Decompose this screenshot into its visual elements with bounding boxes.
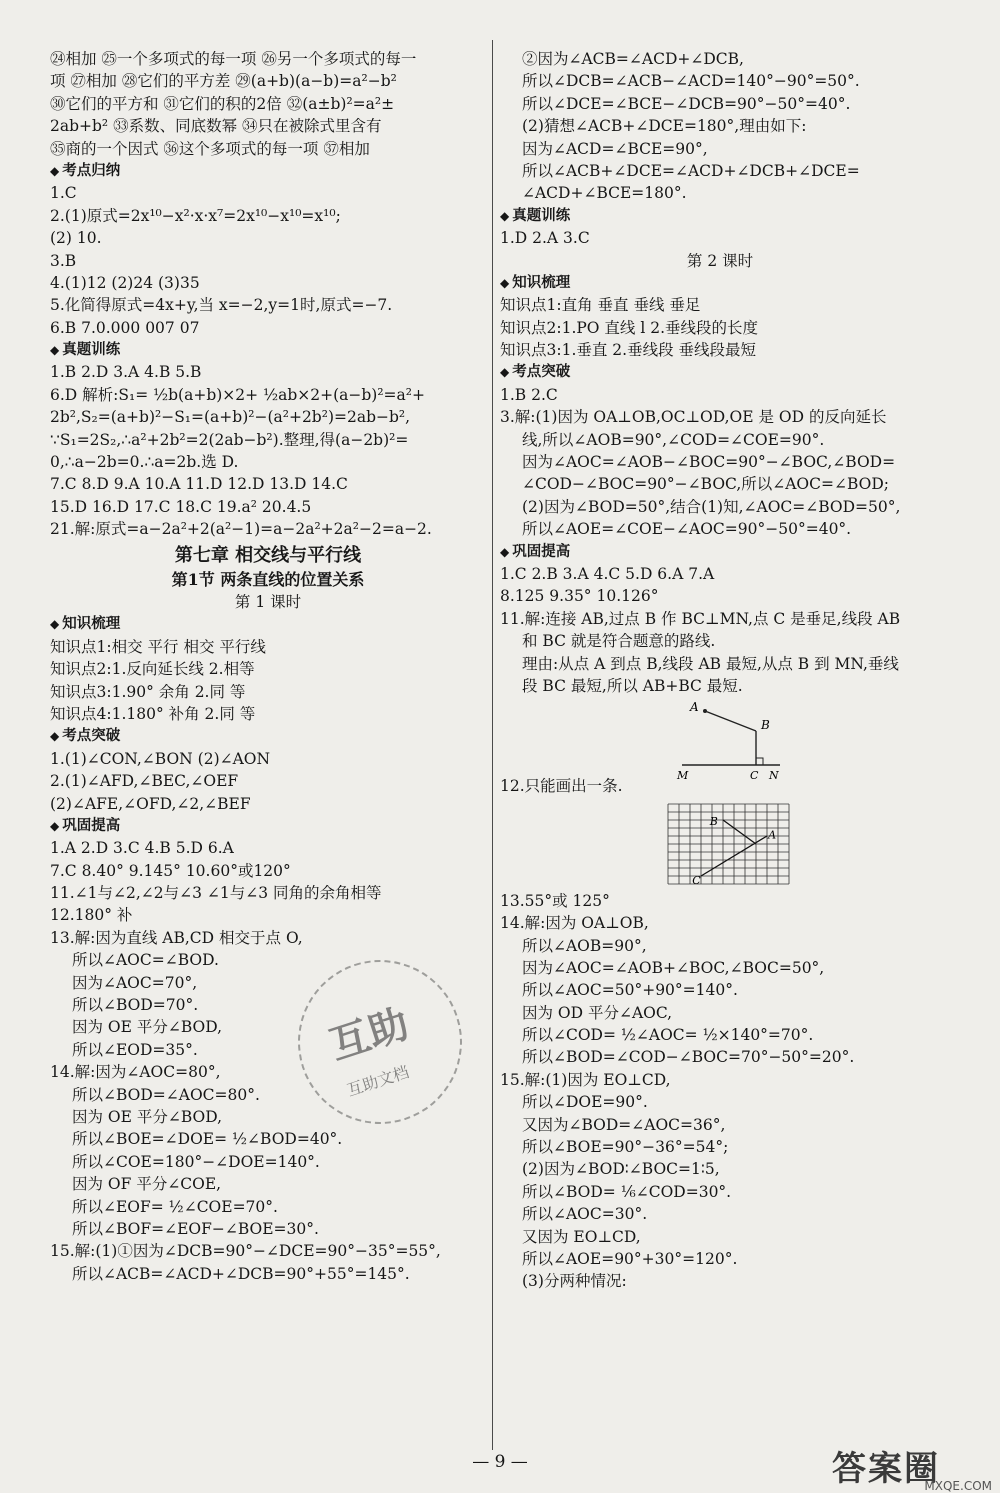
answer-line: (2)猜想∠ACB+∠DCE=180°,理由如下:	[522, 117, 807, 136]
answer-line: 又因为∠BOD=∠AOC=36°,	[522, 1115, 726, 1134]
point-a	[703, 709, 707, 713]
answer-line: 知识点4:1.180° 补角 2.同 等	[50, 704, 256, 723]
label-a: A	[690, 700, 699, 715]
answer-line: ㉟商的一个因式 ㊱这个多项式的每一项 ㊲相加	[50, 139, 370, 158]
answer-line: (3)分两种情况:	[522, 1272, 627, 1291]
section-heading: ◆ 知识梳理	[50, 613, 486, 635]
answer-line: 13.55°或 125°	[500, 891, 610, 910]
answer-line: 因为∠ACD=∠BCE=90°,	[522, 139, 708, 158]
figure-shortest-path-svg	[500, 697, 940, 783]
answer-line: 因为∠AOC=∠AOB+∠BOC,∠BOC=50°,	[522, 958, 825, 977]
label-c: C	[750, 769, 759, 783]
answer-line: 11.解:连接 AB,过点 B 作 BC⊥MN,点 C 是垂足,线段 AB	[500, 609, 901, 628]
answer-line: ∠ACD+∠BCE=180°.	[522, 184, 687, 203]
label-n: N	[769, 769, 779, 783]
answer-line: 因为 OD 平分∠AOC,	[522, 1003, 673, 1022]
answer-line: ②因为∠ACB=∠ACD+∠DCB,	[522, 50, 744, 68]
section-heading: ◆ 巩固提高	[500, 541, 940, 563]
figure-grid-svg	[500, 798, 940, 890]
answer-line: 21.解:原式=a−2a²+2(a²−1)=a−2a²+2a²−2=a−2.	[50, 520, 432, 539]
right-column	[500, 48, 940, 1293]
answer-line: 所以∠ACB+∠DCE=∠ACD+∠DCB+∠DCE=	[522, 161, 860, 180]
answer-line: 1.C	[50, 184, 77, 203]
answer-line: 所以∠BOF=∠EOF−∠BOE=30°.	[72, 1219, 319, 1238]
answer-line: 和 BC 就是符合题意的路线.	[522, 632, 716, 651]
answer-line: 2.(1)∠AFD,∠BEC,∠OEF	[50, 772, 239, 791]
label-a: A	[768, 828, 777, 842]
answer-line: 1.(1)∠CON,∠BON (2)∠AON	[50, 749, 271, 768]
answer-line: 所以∠ACB=∠ACD+∠DCB=90°+55°=145°.	[72, 1264, 410, 1283]
answer-line: 12.180° 补	[50, 906, 133, 925]
label-b: B	[709, 814, 718, 828]
answer-line: 所以∠AOB=90°,	[522, 936, 647, 955]
answer-line: 所以∠AOE=90°+30°=120°.	[522, 1249, 738, 1268]
answer-line: 所以∠EOD=35°.	[72, 1040, 198, 1059]
answer-line: 14.解:因为∠AOC=80°,	[50, 1063, 221, 1082]
answer-line: 因为 OE 平分∠BOD,	[72, 1018, 223, 1037]
right-angle-mark	[756, 758, 763, 765]
answer-line: 13.解:因为直线 AB,CD 相交于点 O,	[50, 928, 303, 947]
answer-line: 所以∠BOD=∠COD−∠BOC=70°−50°=20°.	[522, 1048, 855, 1067]
answer-line: 知识点2:1.反向延长线 2.相等	[50, 660, 255, 679]
watermark-logo: 答案圈 MXQE.COM	[832, 1449, 992, 1493]
answer-line: 0,∴a−2b=0.∴a=2b.选 D.	[50, 453, 239, 472]
section-heading: ◆ 知识梳理	[500, 272, 940, 294]
answer-line: 段 BC 最短,所以 AB+BC 最短.	[522, 676, 743, 695]
answer-line: 1.C 2.B 3.A 4.C 5.D 6.A 7.A	[500, 564, 715, 583]
answer-line: 5.化简得原式=4x+y,当 x=−2,y=1时,原式=−7.	[50, 296, 393, 315]
answer-line: 所以∠AOC=50°+90°=140°.	[522, 981, 738, 1000]
answer-line: 所以∠DOE=90°.	[522, 1093, 648, 1112]
section-heading: ◆ 考点突破	[50, 725, 486, 747]
answer-line: (2)∠AFE,∠OFD,∠2,∠BEF	[50, 794, 251, 813]
column-divider	[492, 40, 493, 1450]
answer-line: 所以∠COD= ½∠AOC= ½×140°=70°.	[522, 1026, 814, 1045]
answer-line: 因为∠AOC=∠AOB−∠BOC=90°−∠BOC,∠BOD=	[522, 453, 896, 472]
answer-line: 所以∠BOD=70°.	[72, 996, 199, 1015]
answer-line: 1.B 2.D 3.A 4.B 5.B	[50, 363, 202, 382]
answer-line: 1.A 2.D 3.C 4.B 5.D 6.A	[50, 839, 234, 858]
answer-line: 所以∠BOD=∠AOC=80°.	[72, 1085, 260, 1104]
answer-line: 因为∠AOC=70°,	[72, 973, 198, 992]
answer-line: 所以∠AOC=∠BOD.	[72, 951, 219, 970]
answer-line: 所以∠COE=180°−∠DOE=140°.	[72, 1152, 320, 1171]
answer-line: ㉔相加 ㉕一个多项式的每一项 ㉖另一个多项式的每一	[50, 50, 417, 68]
section-heading: ◆ 真题训练	[500, 205, 940, 227]
answer-line: 项 ㉗相加 ㉘它们的平方差 ㉙(a+b)(a−b)=a²−b²	[50, 72, 397, 91]
chapter-title: 第七章 相交线与平行线	[174, 544, 362, 566]
section-title: 第1节 两条直线的位置关系	[171, 569, 365, 589]
answer-line: 2b²,S₂=(a+b)²−S₁=(a+b)²−(a²+2b²)=2ab−b²,	[50, 408, 411, 427]
section-heading: ◆ 真题训练	[50, 339, 486, 361]
answer-line: 6.D 解析:S₁= ½b(a+b)×2+ ½ab×2+(a−b)²=a²+	[50, 385, 425, 404]
answer-line: 知识点3:1.90° 余角 2.同 等	[50, 682, 246, 701]
answer-line: 所以∠AOC=30°.	[522, 1205, 648, 1224]
answer-line: 1.D 2.A 3.C	[500, 229, 590, 248]
lesson-title: 第 2 课时	[686, 251, 754, 270]
label-b: B	[761, 718, 770, 733]
lesson-title: 第 1 课时	[234, 592, 302, 611]
segment-ab	[705, 711, 756, 731]
answer-line: 11.∠1与∠2,∠2与∠3 ∠1与∠3 同角的余角相等	[50, 884, 382, 903]
answer-line: ∠COD−∠BOC=90°−∠BOC,所以∠AOC=∠BOD;	[522, 475, 890, 494]
answer-line: ㉚它们的平方和 ㉛它们的积的2倍 ㉜(a±b)²=a²±	[50, 94, 395, 113]
section-heading: ◆ 巩固提高	[50, 815, 486, 837]
label-c: C	[692, 873, 701, 887]
answer-line: 所以∠EOF= ½∠COE=70°.	[72, 1197, 278, 1216]
answer-line: 1.B 2.C	[500, 385, 558, 404]
answer-line: 所以∠BOE=∠DOE= ½∠BOD=40°.	[72, 1130, 343, 1149]
answer-line: 所以∠DCE=∠BCE−∠DCB=90°−50°=40°.	[522, 94, 851, 113]
answer-line: 又因为 EO⊥CD,	[522, 1227, 641, 1246]
figure-shortest-path	[500, 697, 940, 783]
answer-line: 15.解:(1)①因为∠DCB=90°−∠DCE=90°−35°=55°,	[50, 1242, 441, 1261]
answer-line: 知识点3:1.垂直 2.垂线段 垂线段最短	[500, 341, 757, 360]
answer-line: (2) 10.	[50, 229, 102, 248]
segment-b	[723, 820, 756, 844]
answer-line: 线,所以∠AOB=90°,∠COD=∠COE=90°.	[522, 430, 825, 449]
figure-grid-perpendicular	[500, 798, 940, 890]
answer-line: 3.解:(1)因为 OA⊥OB,OC⊥OD,OE 是 OD 的反向延长	[500, 408, 887, 427]
answer-line: ∵S₁=2S₂,∴a²+2b²=2(2ab−b²).整理,得(a−2b)²=	[50, 430, 409, 449]
answer-line: 知识点2:1.PO 直线 l 2.垂线段的长度	[500, 318, 759, 337]
answer-line: (2)因为∠BOD∶∠BOC=1∶5,	[522, 1160, 720, 1179]
answer-line: 15.解:(1)因为 EO⊥CD,	[500, 1070, 671, 1089]
answer-line: 因为 OE 平分∠BOD,	[72, 1107, 223, 1126]
answer-line: (2)因为∠BOD=50°,结合(1)知,∠AOC=∠BOD=50°,	[522, 497, 901, 516]
answer-line: 3.B	[50, 251, 77, 270]
section-heading: ◆ 考点归纳	[50, 160, 486, 182]
section-heading: ◆ 考点突破	[500, 361, 940, 383]
answer-line: 所以∠BOE=90°−36°=54°;	[522, 1138, 729, 1157]
answer-line: 因为 OF 平分∠COE,	[72, 1175, 222, 1194]
answer-line: 知识点1:直角 垂直 垂线 垂足	[500, 296, 701, 315]
answer-line: 4.(1)12 (2)24 (3)35	[50, 273, 200, 292]
label-m: M	[677, 769, 689, 783]
answer-line: 知识点1:相交 平行 相交 平行线	[50, 637, 266, 656]
answer-line: 7.C 8.D 9.A 10.A 11.D 12.D 13.D 14.C	[50, 475, 348, 494]
answer-line: 所以∠AOE=∠COE−∠AOC=90°−50°=40°.	[522, 520, 852, 539]
answer-line: 2ab+b² ㉝系数、同底数幂 ㉞只在被除式里含有	[50, 117, 382, 136]
answer-line: 12.只能画出一条.	[500, 777, 623, 796]
answer-line: 8.125 9.35° 10.126°	[500, 587, 659, 606]
answer-line: 14.解:因为 OA⊥OB,	[500, 914, 649, 933]
answer-line: 2.(1)原式=2x¹⁰−x²·x·x⁷=2x¹⁰−x¹⁰=x¹⁰;	[50, 206, 341, 225]
stamp-logo: 互助 互助文档	[277, 939, 484, 1146]
answer-line: 7.C 8.40° 9.145° 10.60°或120°	[50, 861, 291, 880]
answer-line: 所以∠DCB=∠ACB−∠ACD=140°−90°=50°.	[522, 72, 860, 91]
page-number: — 9 —	[472, 1452, 528, 1472]
answer-line: 6.B 7.0.000 007 07	[50, 318, 200, 337]
answer-line: 所以∠BOD= ⅙∠COD=30°.	[522, 1182, 732, 1201]
answer-line: 15.D 16.D 17.C 18.C 19.a² 20.4.5	[50, 497, 312, 516]
answer-line: 理由:从点 A 到点 B,线段 AB 最短,从点 B 到 MN,垂线	[522, 654, 899, 673]
